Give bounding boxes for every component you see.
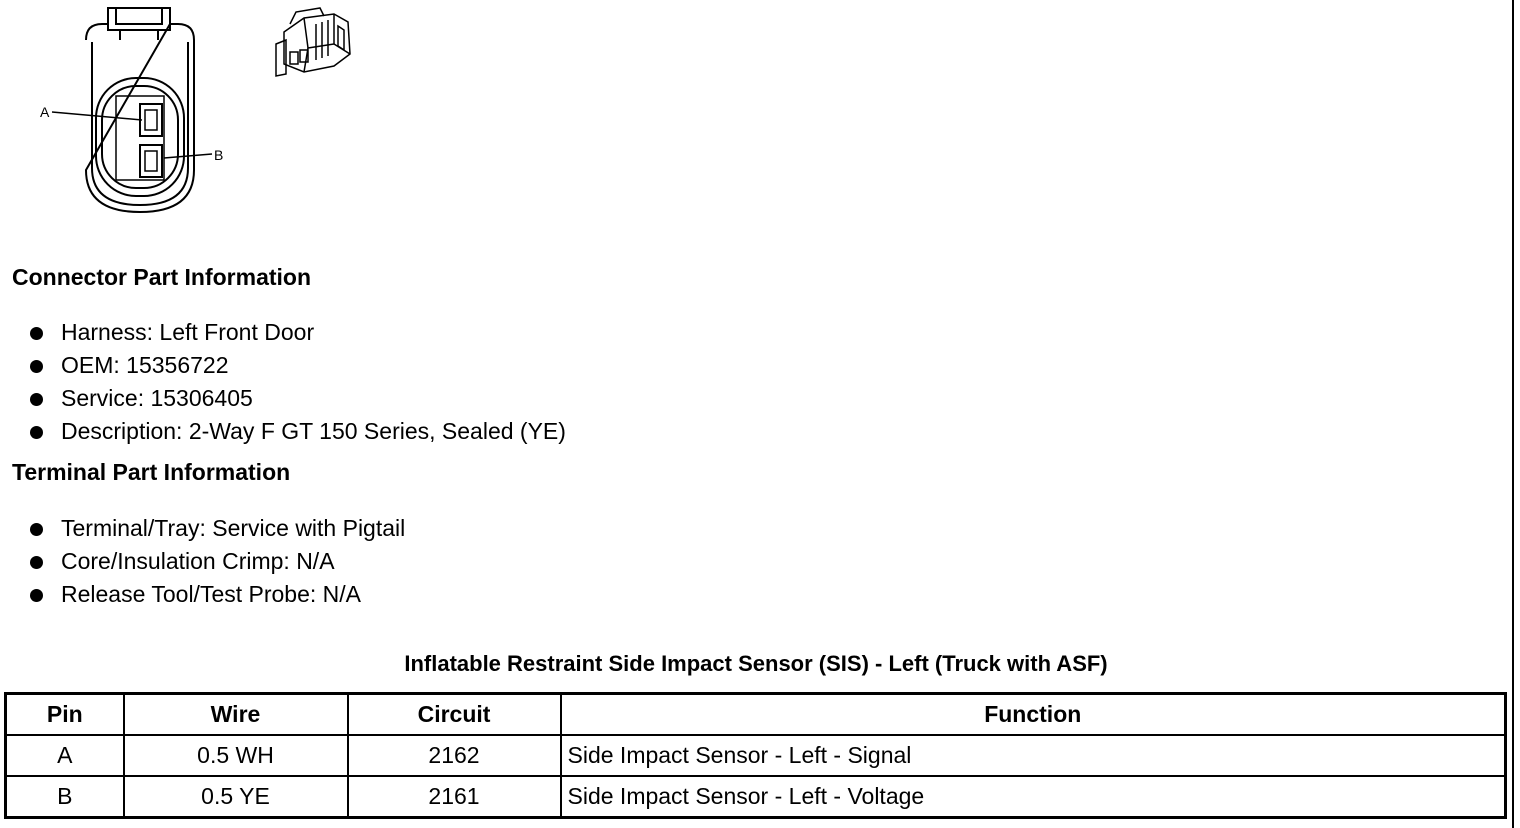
connector-thumbnail-image: [264, 4, 360, 88]
pin-b-label: B: [214, 147, 224, 163]
function-cell: Side Impact Sensor - Left - Voltage: [561, 776, 1506, 818]
list-item: [28, 415, 566, 448]
connector-part-info-list: [28, 316, 566, 448]
table-header-row: [6, 694, 1506, 736]
terminal-tool-text: Release Tool/Test Probe: N/A: [61, 581, 362, 607]
circuit-cell: 2161: [348, 776, 561, 818]
bullet-icon: [30, 556, 43, 569]
connector-oem-text: OEM: 15356722: [61, 352, 229, 378]
bullet-icon: [30, 589, 43, 602]
list-item: [28, 545, 405, 578]
bullet-icon: [30, 426, 43, 439]
connector-harness-text: Harness: Left Front Door: [61, 319, 315, 345]
wire-cell: 0.5 WH: [124, 735, 348, 776]
bullet-icon: [30, 360, 43, 373]
connector-face-diagram: [30, 0, 240, 220]
pinout-table: [4, 692, 1507, 819]
terminal-crimp-text: Core/Insulation Crimp: N/A: [61, 548, 335, 574]
bullet-icon: [30, 393, 43, 406]
list-item: [28, 316, 566, 349]
circuit-cell: 2162: [348, 735, 561, 776]
connector-description-text: Description: 2-Way F GT 150 Series, Sealed (YE): [61, 418, 566, 444]
connector-service-text: Service: 15306405: [61, 385, 253, 411]
wire-column-header: Wire: [124, 694, 348, 736]
page-border-right: [1512, 0, 1514, 828]
wire-cell: 0.5 YE: [124, 776, 348, 818]
list-item: [28, 512, 405, 545]
list-item: [28, 578, 405, 611]
table-row: [6, 735, 1506, 776]
table-row: [6, 776, 1506, 818]
bullet-icon: [30, 523, 43, 536]
terminal-part-info-list: [28, 512, 405, 611]
list-item: [28, 382, 566, 415]
function-cell: Side Impact Sensor - Left - Signal: [561, 735, 1506, 776]
pin-column-header: Pin: [6, 694, 124, 736]
function-column-header: Function: [561, 694, 1506, 736]
terminal-tray-text: Terminal/Tray: Service with Pigtail: [61, 515, 406, 541]
pin-a-label: A: [40, 104, 50, 120]
terminal-part-info-heading: Terminal Part Information: [12, 459, 291, 485]
bullet-icon: [30, 327, 43, 340]
pinout-table-title: Inflatable Restraint Side Impact Sensor (SIS) - Left (Truck with ASF): [404, 651, 1108, 676]
connector-part-info-heading: Connector Part Information: [12, 264, 312, 290]
circuit-column-header: Circuit: [348, 694, 561, 736]
list-item: [28, 349, 566, 382]
pin-cell: B: [6, 776, 124, 818]
pin-cell: A: [6, 735, 124, 776]
